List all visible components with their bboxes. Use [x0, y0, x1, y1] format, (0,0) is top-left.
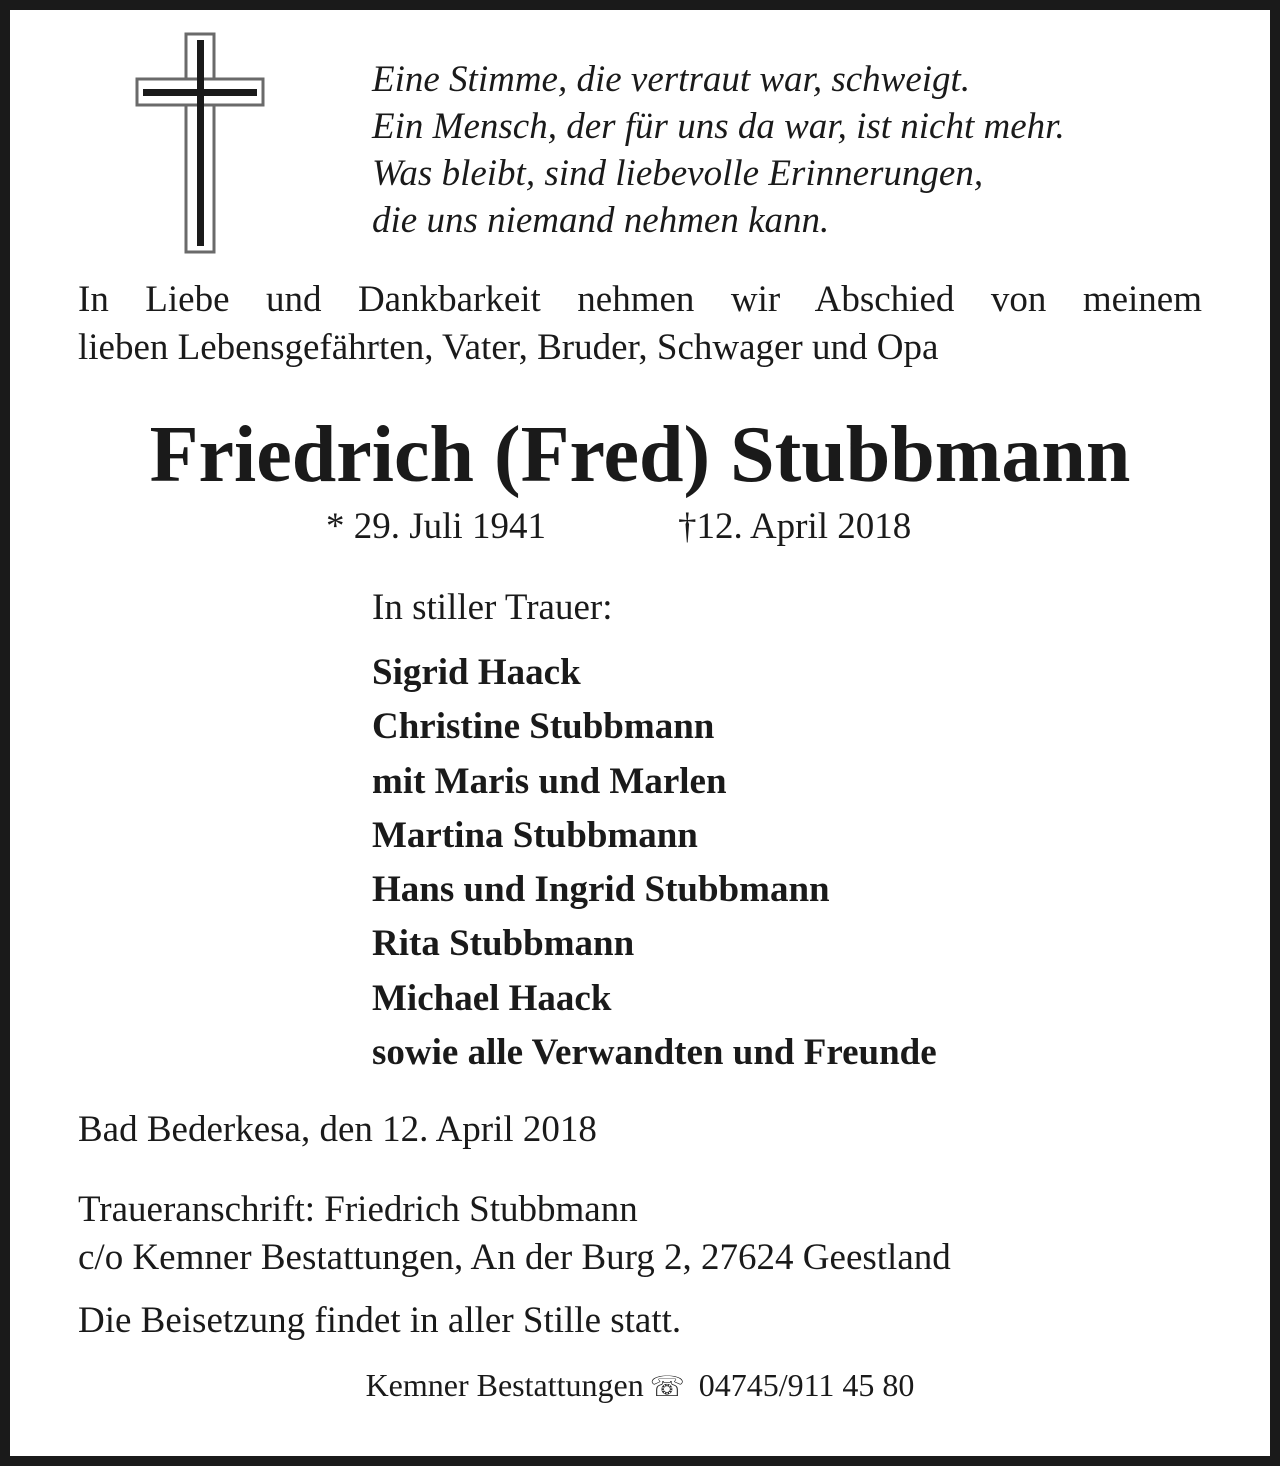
poem-line: Eine Stimme, die vertraut war, schweigt. [372, 59, 971, 100]
mourner-name: Hans und Ingrid Stubbmann [372, 869, 830, 911]
mourner-name: Michael Haack [372, 977, 612, 1019]
place-and-date: Bad Bederkesa, den 12. April 2018 [78, 1109, 597, 1150]
intro-line: lieben Lebensgefährten, Vater, Bruder, Schwager und Opa [78, 327, 939, 368]
mourner-name: Sigrid Haack [372, 652, 581, 693]
mourner-name: Rita Stubbmann [372, 923, 635, 965]
mourning-address [78, 1186, 951, 1282]
mourning-heading: In stiller Trauer: [372, 587, 613, 628]
poem-line: die uns niemand nehmen kann. [372, 200, 830, 241]
intro-line: In Liebe und Dankbarkeit nehmen wir Abschied von meinem [78, 279, 1202, 320]
poem-line: Was bleibt, sind liebevolle Erinnerungen, [372, 153, 984, 194]
mourner-name: Christine Stubbmann [372, 706, 715, 748]
funeral-home-footer [0, 1364, 1280, 1408]
mourners-list [372, 646, 937, 1080]
birth-date: * 29. Juli 1941 [326, 506, 546, 547]
cross-icon [134, 32, 266, 254]
life-dates [326, 503, 912, 551]
memorial-poem [372, 56, 1252, 244]
poem-line: Ein Mensch, der für uns da war, ist nicht mehr. [372, 106, 1065, 147]
intro-text [78, 276, 1202, 372]
death-date: †12. April 2018 [678, 506, 912, 547]
address-line: c/o Kemner Bestattungen, An der Burg 2, 27624 Geestland [78, 1237, 951, 1278]
address-line: Traueranschrift: Friedrich Stubbmann [78, 1189, 638, 1230]
phone-icon: ☏ [649, 1370, 685, 1403]
mourner-name: sowie alle Verwandten und Freunde [372, 1032, 937, 1074]
mourner-name: Martina Stubbmann [372, 814, 698, 856]
phone-number: 04745/911 45 80 [698, 1367, 915, 1403]
mourner-name: mit Maris und Marlen [372, 760, 727, 802]
burial-note: Die Beisetzung findet in aller Stille statt. [78, 1300, 682, 1341]
deceased-name: Friedrich (Fred) Stubbmann [149, 411, 1131, 499]
funeral-home-name: Kemner Bestattungen [365, 1367, 644, 1403]
